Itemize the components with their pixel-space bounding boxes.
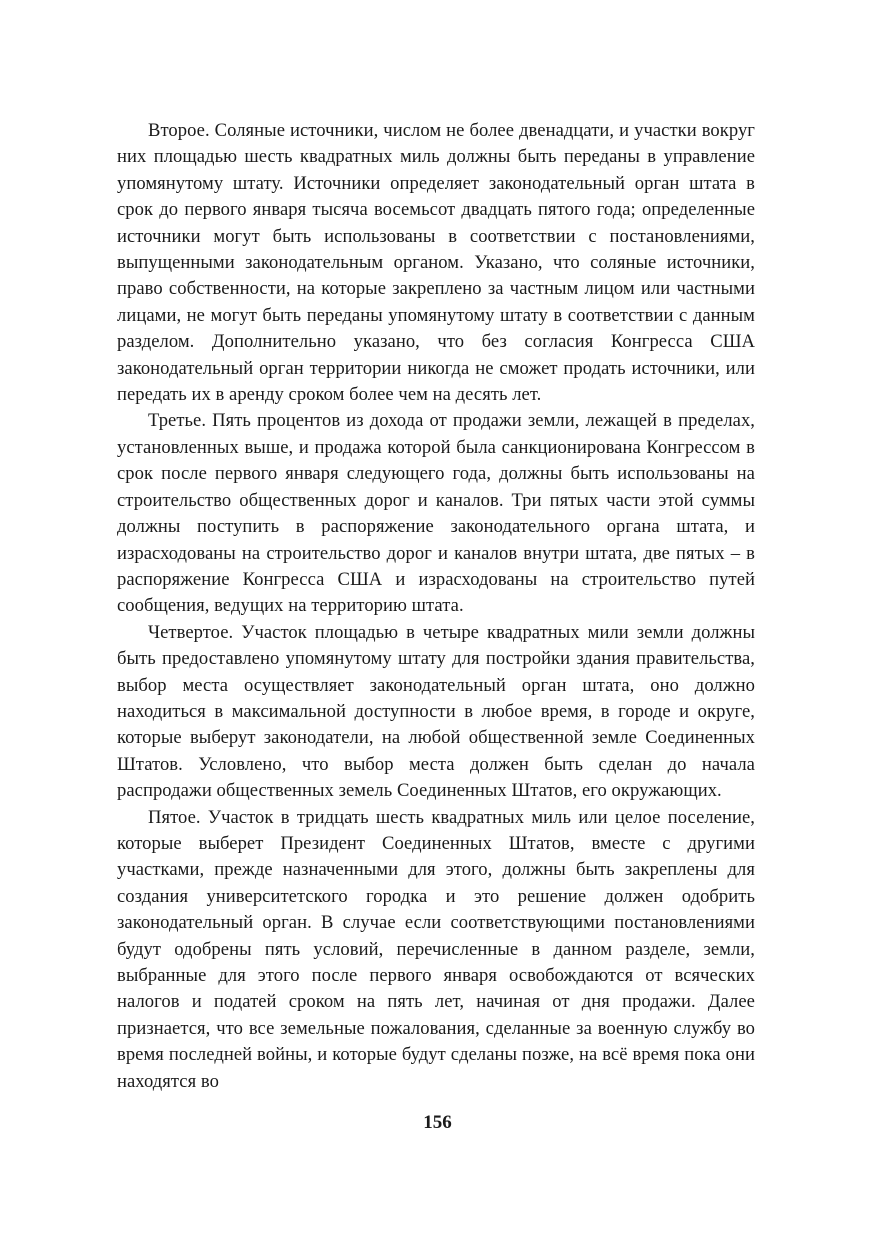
paragraph-fifth: Пятое. Участок в тридцать шесть квадратных миль или целое поселение, которые выберет Президент Соединенных Штатов, вместе с другими участками, прежде назначенными для этого, должны быть закреплены для создания университетского городка и это решение должен одобрить законодательный орган. В случае если соответствующими постановлениями будут одобрены пять условий, перечисленные в данном разделе, земли, выбранные для этого после первого января освобождаются от всяческих налогов и податей сроком на пять лет, начиная от дня продажи. Далее признается, что все земельные пожалования, сделанные за военную службу во время последней войны, и которые будут сделаны позже, на всё время пока они находятся во <box>117 806 755 1092</box>
paragraph-second: Второе. Соляные источники, числом не более двенадцати, и участки вокруг них площадью шесть квадратных миль должны быть переданы в управление упомянутому штату. Источники определяет законодательный орган штата в срок до первого января тысяча восемьсот двадцать пятого года; определенные источники могут быть использованы в соответствии с постановлениями, выпущенными законодательным органом. Указано, что соляные источники, право собственности, на которые закреплено за частным лицом или частными лицами, не могут быть переданы упомянутому штату в соответствии с данным разделом. Дополнительно указано, что без согласия Конгресса США законодательный орган территории никогда не сможет продать источники, или передать их в аренду сроком более чем на десять лет. <box>117 120 755 406</box>
paragraph-fourth: Четвертое. Участок площадью в четыре квадратных мили земли должны быть предоставлено упомянутому штату для постройки здания правительства, выбор места осуществляет законодательный орган штата, оно должно находиться в максимальной доступности в любое время, в городе и округе, которые выберут законодатели, на любой общественной земле Соединенных Штатов. Условлено, что выбор места должен быть сделан до начала распродажи общественных земель Соединенных Штатов, его окружающих. <box>117 621 755 802</box>
paragraph-third: Третье. Пять процентов из дохода от продажи земли, лежащей в пределах, установленных выше, и продажа которой была санкционирована Конгрессом в срок после первого января следующего года, должны быть использованы на строительство общественных дорог и каналов. Три пятых части этой суммы должны поступить в распоряжение законодательного органа штата, и израсходованы на строительство дорог и каналов внутри штата, две пятых – в распоряжение Конгресса США и израсходованы на строительство путей сообщения, ведущих на территорию штата. <box>117 410 755 617</box>
page-text <box>117 118 755 1095</box>
page-number: 156 <box>423 1112 452 1133</box>
